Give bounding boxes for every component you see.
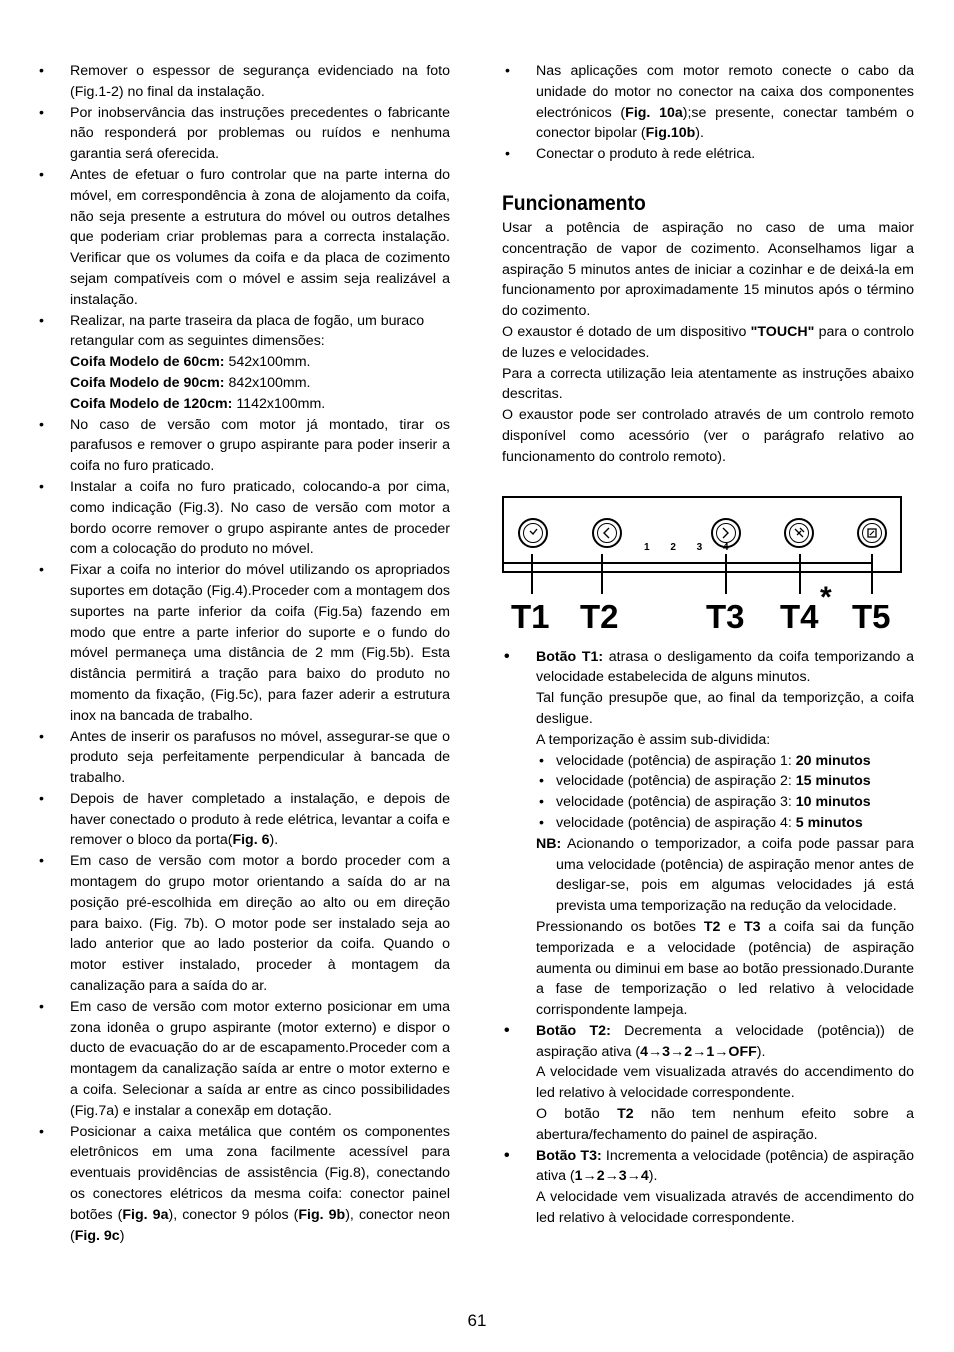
list-item: • Nas aplicações com motor remoto conecte o cabo da unidade do motor no conector na caixa dos componentes electrónicos (Fig. 10a);se presente, conectar também o conector bipolar (Fig.10b). [502, 61, 914, 144]
sub-list-item: • velocidade (potência) de aspiração 4: 5 minutos [536, 813, 914, 834]
list-item: • Antes de efetuar o furo controlar que na parte interna do móvel, em correspondência à zona de alojamento da coifa, não seja presente a estrutura do móvel ou outros detalhes que poderiam criar problemas para a correcta instalação. Verificar que os volumes da coifa e da placa de cozimento sejam compatíveis com o móvel e assim seja realizável a instalação. [36, 165, 450, 311]
sub-list-item: • velocidade (potência) de aspiração 2: 15 minutos [536, 771, 914, 792]
sub-list-item: • velocidade (potência) de aspiração 3: 10 minutos [536, 792, 914, 813]
page-number: 61 [467, 1311, 487, 1330]
note: NB: Acionando o temporizador, a coifa pode passar para uma velocidade (potência) de aspiração menor antes de desligar-se, pois em algumas velocidades já está prevista uma temporização na redução da velocidade. [536, 835, 914, 915]
right-column [502, 61, 914, 1229]
paragraph: O exaustor pode ser controlado através de um controlo remoto disponível como acessório (ver o parágrafo relativo ao funcionamento do controlo remoto). [502, 407, 914, 465]
connector-line [532, 562, 602, 564]
list-item: • Instalar a coifa no furo praticado, colocando-a por cima, como indicação (Fig.3). No caso de versão com motor a bordo ocorre remover o grupo aspirante antes de proceder com a colocação do produto no móvel. [36, 477, 450, 560]
label-t2: T2 [580, 597, 619, 635]
label-t3: T3 [706, 597, 745, 635]
timer-clock-icon [518, 518, 548, 548]
list-item: • Conectar o produto à rede elétrica. [502, 144, 914, 165]
asterisk: * [820, 580, 832, 614]
list-item: • Em caso de versão com motor a bordo proceder com a montagem do grupo motor orientando a saída do ar na posição pré-escolhida em direção ao alto ou em direção para baixo. (Fig. 7b). O motor pode ser instalado seja ao lado anterior que ao lado posterior da coifa. Quando o motor estiver instalado, proceder à montagem da canalização para a saída do ar. [36, 851, 450, 997]
list-item: • Antes de inserir os parafusos no móvel, assegurar-se que o produto seja perfeitamente perpendicular à bancada de trabalho. [36, 727, 450, 789]
connector-line [502, 562, 532, 564]
pointer-line-t4 [799, 554, 801, 594]
label-t4: T4 [780, 597, 819, 635]
pointer-line-t1 [531, 554, 533, 594]
paragraph: O exaustor é dotado de um dispositivo "TOUCH" para o controlo de luzes e velocidades. [502, 323, 914, 361]
light-icon [784, 518, 814, 548]
connector-line [800, 562, 872, 564]
connector-line [602, 562, 726, 564]
spec-90: Coifa Modelo de 90cm: 842x100mm. [70, 374, 311, 391]
list-item-t2: • Botão T2: Decrementa a velocidade (potência)) de aspiração ativa (4→3→2→1→OFF). A velocidade vem visualizada através do accendimento do led relativo à velocidade correspondente. O botão T2 não tem nenhum efeito sobre a abertura/fechamento do painel de aspiração. [502, 1021, 914, 1146]
label-t5: T5 [852, 597, 891, 635]
list-item: • Por inobservância das instruções precedentes o fabricante não responderá por problemas ou ruídos e nenhuma garantia será oferecida. [36, 103, 450, 165]
left-column [36, 61, 450, 1246]
list-item: • Em caso de versão com motor externo posicionar em uma zona idonêa o grupo aspirante (motor externo) e dispor o ducto de evacuação do ar de escapamento.Proceder com a montagem da canalização saída ar entre o motor externo e a coifa. Selecionar a saída ar entre as cinco possibilidades (Fig.7a) e instalar a conexãp em dotação. [36, 997, 450, 1122]
paragraph: Usar a potência de aspiração no caso de uma maior concentração de vapor de cozimento. Aconselhamos ligar a aspiração 5 minutos antes de iniciar a cozinhar e de deixá-la em funcionamento por aproximadamente 15 minutos após o término do cozimento. [502, 219, 914, 320]
list-item: • Realizar, na parte traseira da placa de fogão, um buraco retangular com as seguintes dimensões: Coifa Modelo de 60cm: 542x100mm. Coifa Modelo de 90cm: 842x100mm. Coifa Modelo de 120cm: 1142x100mm. [36, 311, 450, 415]
list-item-t3: • Botão T3: Incrementa a velocidade (potência) de aspiração ativa (1→2→3→4). A velocidade vem visualizada através de accendimento do led relativo à velocidade correspondente. [502, 1146, 914, 1229]
spec-120: Coifa Modelo de 120cm: 1142x100mm. [70, 395, 326, 412]
list-item: • Remover o espessor de segurança evidenciado na foto (Fig.1-2) no final da instalação. [36, 61, 450, 103]
connector-line [726, 562, 800, 564]
section-heading: Funcionamento [502, 191, 646, 215]
touch-panel-figure [502, 496, 902, 641]
list-item: • Fixar a coifa no interior do móvel utilizando os apropriados suportes em dotação (Fig.4).Proceder com a montagem dos suportes na parte inferior da coifa (Fig.5a) fazendo em modo que entre a parte inferior do suporte e o fundo do móvel permaneça uma distância de 2 mm (Fig.5b). Esta distância permitirá a tração para baixo do produto no momento da fixação, (Fig.5c), para fazer aderir a estrutura inox na bancada de trabalho. [36, 560, 450, 726]
pointer-line-t5 [871, 554, 873, 594]
label-t1: T1 [511, 597, 550, 635]
increase-speed-icon [711, 518, 741, 548]
sub-list-item: • velocidade (potência) de aspiração 1: 20 minutos [536, 751, 914, 772]
list-item: • Depois de haver completado a instalação, e depois de haver conectado o produto à rede elétrica, levantar a coifa e remover o bloco da porta(Fig. 6). [36, 789, 450, 851]
pointer-line-t2 [601, 554, 603, 594]
list-item: • Posicionar a caixa metálica que contém os componentes eletrônicos em uma zona facilmente acessível para eventuais providências de assistência (Fig.8), conectando os conectores elétricos da mesma coifa: conector painel botões (Fig. 9a), conector 9 pólos (Fig. 9b), conector neon (Fig. 9c) [36, 1122, 450, 1247]
spec-60: Coifa Modelo de 60cm: 542x100mm. [70, 354, 311, 371]
pointer-line-t3 [725, 554, 727, 594]
list-item: • No caso de versão com motor já montado, tirar os parafusos e remover o grupo aspirante para poder inserir a coifa no furo praticado. [36, 415, 450, 477]
panel-open-close-icon [857, 518, 887, 548]
list-item-t1: • Botão T1: atrasa o desligamento da coifa temporizando a velocidade estabelecida de alguns minutos. Tal função presupõe que, ao final da temporizção, a coifa desligue. A temporização è assim sub-dividida: • velocidade (potência) de aspiração 1: 20 minutos • velocidade (potência) de aspiração 2: 15 minutos • velocidade (potência) de aspiração 3: 10 minutos • velocidade (potência) de aspiração 4: 5 minutos NB: Acionando o temporizador, a coifa pode passar para uma velocidade (potência) de aspiração menor antes de desligar-se, pois em algumas velocidades já está prevista uma temporização na redução da velocidade. Pressionando os botões T2 e T3 a coifa sai da função temporizada e a velocidade (potência) de aspiração aumenta ou diminui em base ao botão pressionado.Durante a fase de temporização o led relativo à velocidade corrispondente lampeja. [502, 647, 914, 1021]
decrease-speed-icon [592, 518, 622, 548]
speed-leds: 1 2 3 4 [644, 541, 738, 553]
paragraph: Para a correcta utilização leia atentamente as instruções abaixo descritas. [502, 365, 914, 403]
